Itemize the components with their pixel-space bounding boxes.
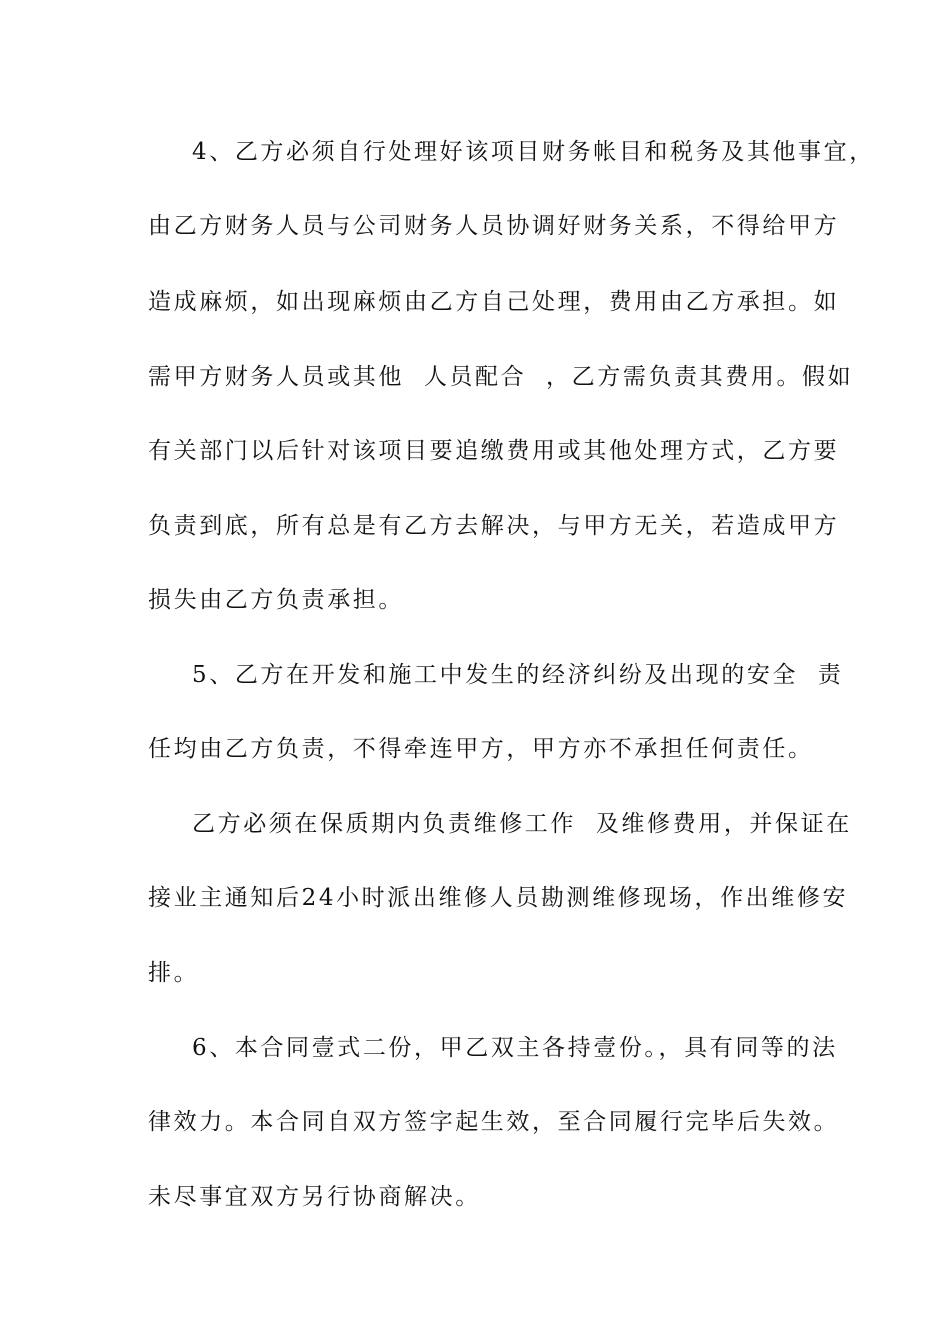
clause-4-line-6: 负责到底，所有总是有乙方去解决，与甲方无关，若造成甲方 <box>148 513 840 539</box>
clause-4-line-5: 有关部门以后针对该项目要追缴费用或其他处理方式，乙方要 <box>148 438 840 464</box>
maintenance-line-1: 乙方必须在保质期内负责维修工作 及维修费用，并保证在 <box>192 811 852 837</box>
clause-4-line-4: 需甲方财务人员或其他 人员配合 ，乙方需负责其费用。假如 <box>148 364 854 390</box>
clause-5-line-2: 任均由乙方负责，不得牵连甲方，甲方亦不承担任何责任。 <box>148 736 814 762</box>
clause-6-line-1: 6、本合同壹式二份，甲乙双主各持壹份。，具有同等的法 <box>192 1035 838 1061</box>
clause-4-line-7: 损失由乙方负责承担。 <box>148 587 404 613</box>
clause-4-line-3: 造成麻烦，如出现麻烦由乙方自己处理，费用由乙方承担。如 <box>148 289 840 315</box>
maintenance-line-3: 排。 <box>148 960 200 986</box>
clause-6-line-2: 律效力。本合同自双方签字起生效，至合同履行完毕后失效。 <box>148 1109 840 1135</box>
clause-5-line-1: 5、乙方在开发和施工中发生的经济纠纷及出现的安全 责 <box>192 662 844 688</box>
clause-4-line-1: 4、乙方必须自行处理好该项目财务帐目和税务及其他事宜， <box>192 139 875 165</box>
maintenance-line-2: 接业主通知后24小时派出维修人员勘测维修现场，作出维修安 <box>148 885 849 911</box>
clause-6-line-3: 未尽事宜双方另行协商解决。 <box>148 1184 481 1210</box>
clause-4-line-2: 由乙方财务人员与公司财务人员协调好财务关系，不得给甲方 <box>148 213 840 239</box>
